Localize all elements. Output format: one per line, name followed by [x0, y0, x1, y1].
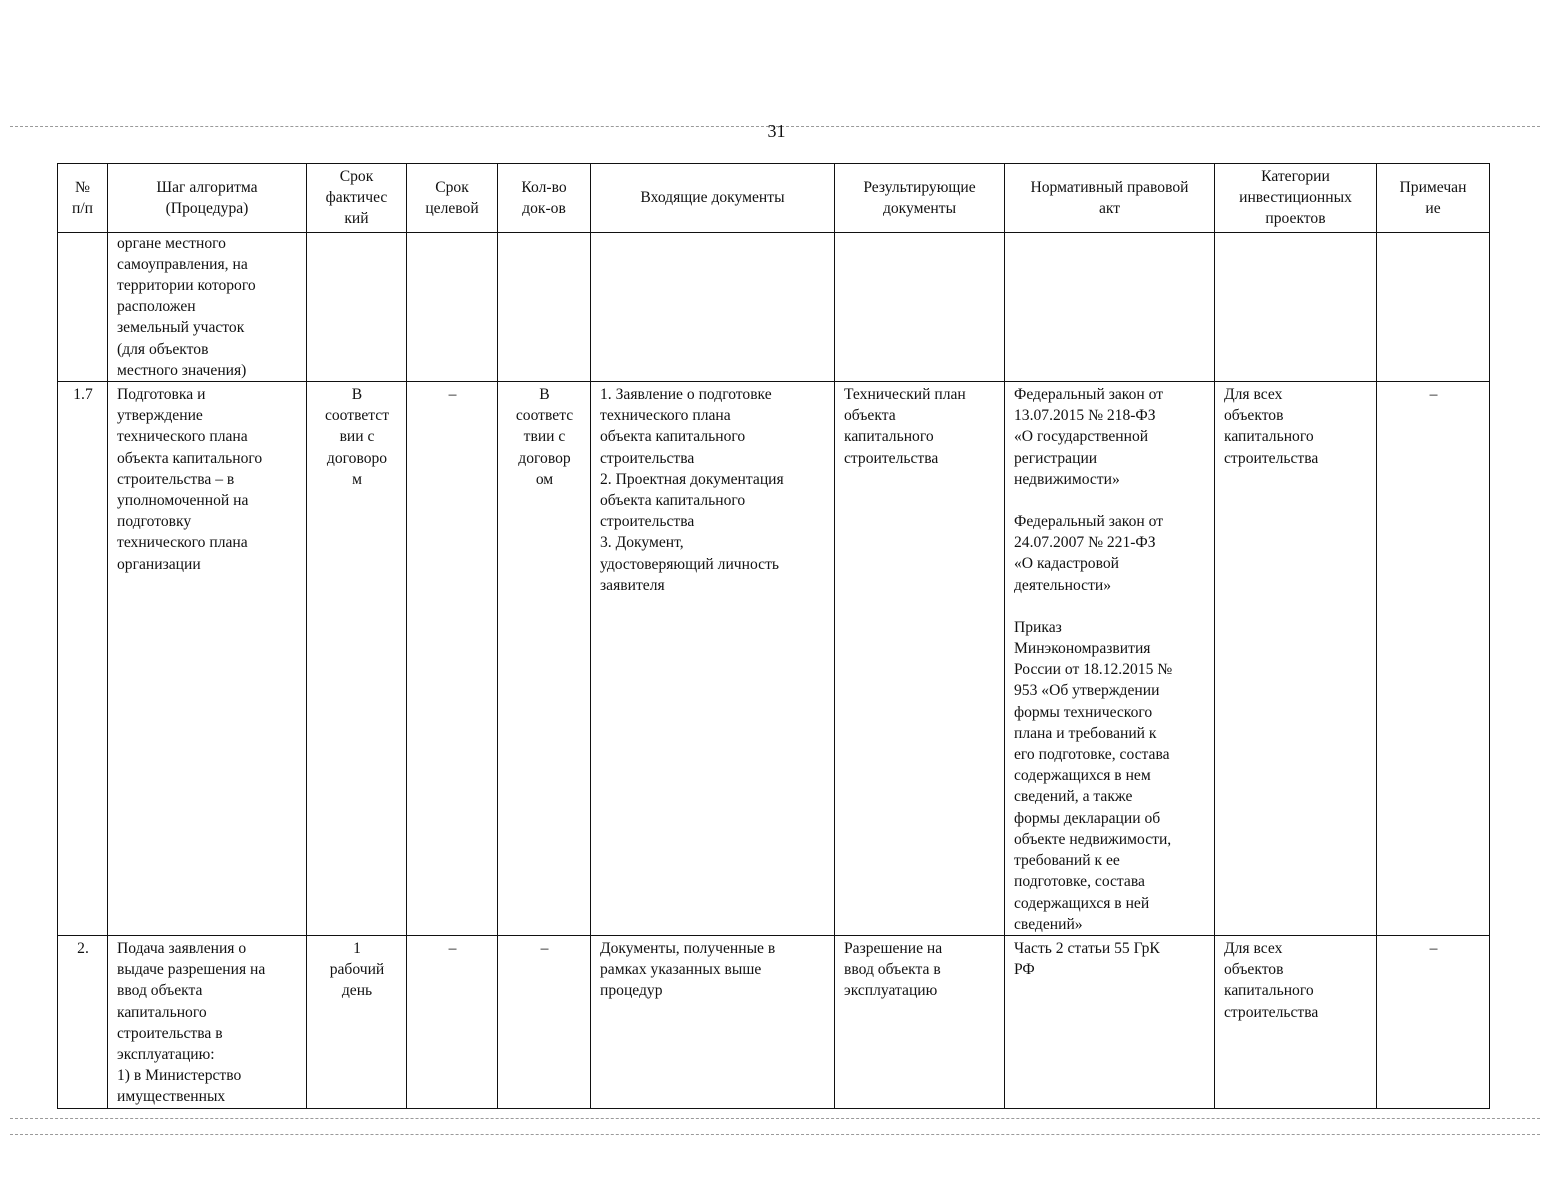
header-actual-term: Срок фактичес кий — [307, 164, 407, 233]
header-step: Шаг алгоритма (Процедура) — [108, 164, 307, 233]
cell-doc-count: В соответс твии с договор ом — [498, 382, 591, 936]
cell-incoming-docs: Документы, полученные в рамках указанных выше процедур — [591, 935, 835, 1108]
cell-target-term: – — [407, 935, 498, 1108]
scan-artifact-line — [10, 1134, 1540, 1135]
header-resulting-docs: Результирующие документы — [835, 164, 1005, 233]
cell-num: 2. — [58, 935, 108, 1108]
cell-legal-act — [1005, 232, 1215, 381]
header-note: Примечан ие — [1377, 164, 1490, 233]
legal-act-item: Часть 2 статьи 55 ГрК РФ — [1014, 939, 1160, 979]
cell-categories: Для всех объектов капитального строительства — [1215, 382, 1377, 936]
cell-actual-term: 1 рабочий день — [307, 935, 407, 1108]
page-number: 31 — [767, 121, 786, 141]
cell-actual-term: В соответст вии с договоро м — [307, 382, 407, 936]
cell-categories — [1215, 232, 1377, 381]
cell-categories: Для всех объектов капитального строительства — [1215, 935, 1377, 1108]
legal-act-item: Приказ Минэкономразвития России от 18.12.2015 № 953 «Об утверждении формы технического плана и требований к его подготовке, состава содержащихся в нем сведений, а также формы декларации об объекте недвижимости, требований к ее подготовке, состава содержащихся в ней сведений» — [1014, 618, 1173, 933]
header-doc-count: Кол-во док-ов — [498, 164, 591, 233]
cell-step: органе местного самоуправления, на территории которого расположен земельный участок (для объектов местного значения) — [108, 232, 307, 381]
cell-num: 1.7 — [58, 382, 108, 936]
cell-note — [1377, 232, 1490, 381]
header-categories: Категории инвестиционных проектов — [1215, 164, 1377, 233]
legal-act-item: Федеральный закон от 24.07.2007 № 221-ФЗ «О кадастровой деятельности» — [1014, 513, 1164, 594]
cell-step: Подготовка и утверждение технического плана объекта капитального строительства – в уполномоченной на подготовку технического плана организации — [108, 382, 307, 936]
cell-incoming-docs: 1. Заявление о подготовке технического плана объекта капитального строительства 2. Проектная документация объекта капитального строительства 3. Документ, удостоверяющий личность заявителя — [591, 382, 835, 936]
legal-act-item: Федеральный закон от 13.07.2015 № 218-ФЗ «О государственной регистрации недвижимости» — [1014, 386, 1164, 488]
scan-artifact-line — [10, 1118, 1540, 1119]
cell-target-term — [407, 232, 498, 381]
header-legal-act: Нормативный правовой акт — [1005, 164, 1215, 233]
cell-incoming-docs — [591, 232, 835, 381]
cell-note: – — [1377, 382, 1490, 936]
cell-legal-act — [1005, 382, 1215, 936]
cell-doc-count — [498, 232, 591, 381]
header-incoming-docs: Входящие документы — [591, 164, 835, 233]
cell-num — [58, 232, 108, 381]
cell-actual-term — [307, 232, 407, 381]
table-row — [58, 232, 1490, 381]
header-target-term: Срок целевой — [407, 164, 498, 233]
table-row — [58, 935, 1490, 1108]
cell-doc-count: – — [498, 935, 591, 1108]
cell-resulting-docs: Разрешение на ввод объекта в эксплуатацию — [835, 935, 1005, 1108]
table-row — [58, 382, 1490, 936]
algorithm-table — [57, 163, 1490, 1109]
cell-legal-act — [1005, 935, 1215, 1108]
cell-target-term: – — [407, 382, 498, 936]
cell-resulting-docs: Технический план объекта капитального строительства — [835, 382, 1005, 936]
cell-note: – — [1377, 935, 1490, 1108]
cell-step: Подача заявления о выдаче разрешения на ввод объекта капитального строительства в эксплуатацию: 1) в Министерство имущественных — [108, 935, 307, 1108]
header-num: № п/п — [58, 164, 108, 233]
cell-resulting-docs — [835, 232, 1005, 381]
table-header-row — [58, 164, 1490, 233]
